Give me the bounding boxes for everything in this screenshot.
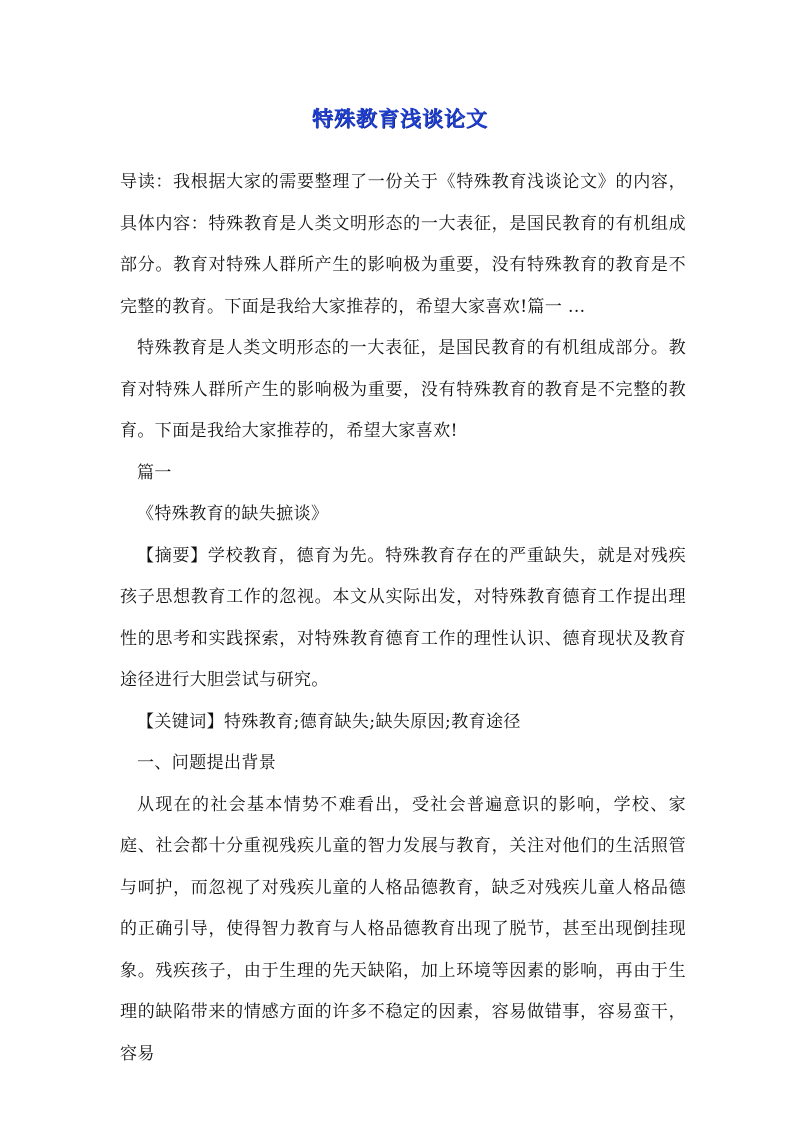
article-title: 《特殊教育的缺失摭谈》 xyxy=(137,504,329,524)
intro-paragraph: 导读：我根据大家的需要整理了一份关于《特殊教育浅谈论文》的内容，具体内容：特殊教育是人类文明形态的一大表征，是国民教育的有机组成部分。教育对特殊人群所产生的影响极为重要，没有特殊教育的教育是不完整的教育。下面是我给大家推荐的，希望大家喜欢!篇一 ... xyxy=(120,172,686,317)
section-heading: 一、问题提出背景 xyxy=(137,753,277,773)
document-body xyxy=(120,162,686,1075)
summary-paragraph: 特殊教育是人类文明形态的一大表征，是国民教育的有机组成部分。教育对特殊人群所产生的影响极为重要，没有特殊教育的教育是不完整的教育。下面是我给大家推荐的，希望大家喜欢! xyxy=(120,338,686,441)
section-label: 篇一 xyxy=(137,462,172,483)
body-paragraph: 从现在的社会基本情势不难看出，受社会普遍意识的影响，学校、家庭、社会都十分重视残疾儿童的智力发展与教育，关注对他们的生活照管与呵护，而忽视了对残疾儿童的人格品德教育，缺乏对残疾儿童人格品德的正确引导，使得智力教育与人格品德教育出现了脱节，甚至出现倒挂现象。残疾孩子，由于生理的先天缺陷，加上环境等因素的影响，再由于生理的缺陷带来的情感方面的许多不稳定的因素，容易做错事，容易蛮干，容易 xyxy=(120,794,686,1064)
keywords-paragraph: 【关键词】特殊教育;德育缺失;缺失原因;教育途径 xyxy=(137,711,521,732)
document-title: 特殊教育浅谈论文 xyxy=(312,107,488,131)
abstract-paragraph: 【摘要】学校教育，德育为先。特殊教育存在的严重缺失，就是对残疾孩子思想教育工作的忽视。本文从实际出发，对特殊教育德育工作提出理性的思考和实践探索，对特殊教育德育工作的理性认识、德育现状及教育途径进行大胆尝试与研究。 xyxy=(120,545,686,690)
